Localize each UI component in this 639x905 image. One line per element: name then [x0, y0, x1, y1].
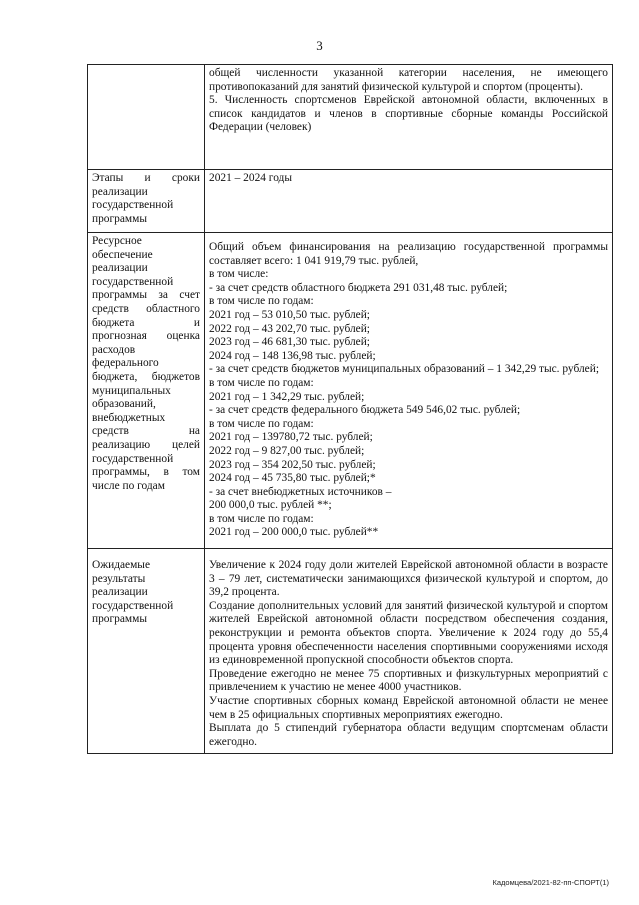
- table-row: [88, 65, 613, 170]
- content-line: в том числе по годам:: [209, 295, 314, 308]
- page-number: 3: [316, 38, 323, 53]
- row-content: [205, 170, 613, 233]
- row-content: [205, 549, 613, 754]
- content-line: 5. Численность спортсменов Еврейской автономной области, включенных в список кандидатов и членов в спортивные сборные команды Российской Федерации (человек): [209, 94, 608, 134]
- table-row: [88, 170, 613, 233]
- content-line: Проведение ежегодно не менее 75 спортивных и физкультурных мероприятий с привлечением к участию не менее 4000 участников.: [209, 667, 608, 694]
- content-line: Участие спортивных сборных команд Еврейской автономной области не менее чем в 25 официальных спортивных мероприятиях ежегодно.: [209, 695, 608, 721]
- content-line: Создание дополнительных условий для занятий физической культурой и спортом жителей Еврейской автономной области посредством обеспечения создания, реконструкции и ремонта объектов спорта. Увеличение к 2024 году до 55,4 процента уровня обеспеченности населения спортивными сооружениями исходя из единовременной пропускной способности объектов спорта.: [209, 599, 608, 667]
- content-line: Общий объем финансирования на реализацию государственной программы составляет всего: 1 041 919,79 тыс. рублей,: [209, 241, 608, 267]
- content-line: 2024 год – 45 735,80 тыс. рублей;*: [209, 472, 376, 485]
- row-content: [205, 65, 613, 170]
- content-line: 2023 год – 354 202,50 тыс. рублей;: [209, 458, 376, 471]
- row-label: Ресурсное обеспечение реализации государственной программы за счет средств областного бюджета и прогнозная оценка расходов федерального бюджета, бюджетов муниципальных образований, внебюджетных средств на реализацию целей государственной программы, в том числе по годам: [88, 233, 205, 549]
- content-line: 2021 год – 1 342,29 тыс. рублей;: [209, 390, 365, 403]
- content-line: - за счет средств федерального бюджета 549 546,02 тыс. рублей;: [209, 404, 521, 417]
- content-line: 2023 год – 46 681,30 тыс. рублей;: [209, 336, 370, 349]
- content-line: Выплата до 5 стипендий губернатора области ведущим спортсменам области ежегодно.: [209, 722, 608, 748]
- content-line: в том числе по годам:: [209, 512, 314, 525]
- row-label: [88, 65, 205, 170]
- content-line: 2021 – 2024 годы: [209, 172, 293, 184]
- content-line: Увеличение к 2024 году доли жителей Еврейской автономной области в возрасте 3 – 79 лет, систематически занимающихся физической культурой и спортом, до 39,2 процента.: [209, 559, 608, 599]
- content-line: 2021 год – 53 010,50 тыс. рублей;: [209, 308, 370, 321]
- content-line: 2022 год – 43 202,70 тыс. рублей;: [209, 322, 370, 335]
- content-line: в том числе по годам:: [209, 376, 314, 389]
- content-line: 200 000,0 тыс. рублей **;: [209, 499, 332, 512]
- document-footer: Кадомцева/2021-82-пп-СПОРТ(1): [492, 878, 609, 887]
- row-content: [205, 233, 613, 549]
- table-row: [88, 233, 613, 549]
- content-line: - за счет средств областного бюджета 291 031,48 тыс. рублей;: [209, 281, 508, 294]
- content-line: 2022 год – 9 827,00 тыс. рублей;: [209, 444, 365, 457]
- table-row: [88, 549, 613, 754]
- content-line: - за счет внебюджетных источников –: [209, 485, 392, 498]
- content-line: в том числе по годам:: [209, 417, 314, 430]
- row-label: Ожидаемые результаты реализации государственной программы: [88, 549, 205, 754]
- content-line: 2024 год – 148 136,98 тыс. рублей;: [209, 349, 376, 362]
- passport-table: [87, 64, 613, 754]
- row-label: Этапы и сроки реализации государственной программы: [88, 170, 205, 233]
- content-line: общей численности указанной категории населения, не имеющего противопоказаний для занятий физической культурой и спортом (проценты).: [209, 67, 608, 93]
- content-line: 2021 год – 200 000,0 тыс. рублей**: [209, 526, 379, 539]
- content-line: в том числе:: [209, 268, 269, 281]
- content-line: 2021 год – 139780,72 тыс. рублей;: [209, 431, 373, 444]
- content-line: - за счет средств бюджетов муниципальных образований – 1 342,29 тыс. рублей;: [209, 363, 599, 376]
